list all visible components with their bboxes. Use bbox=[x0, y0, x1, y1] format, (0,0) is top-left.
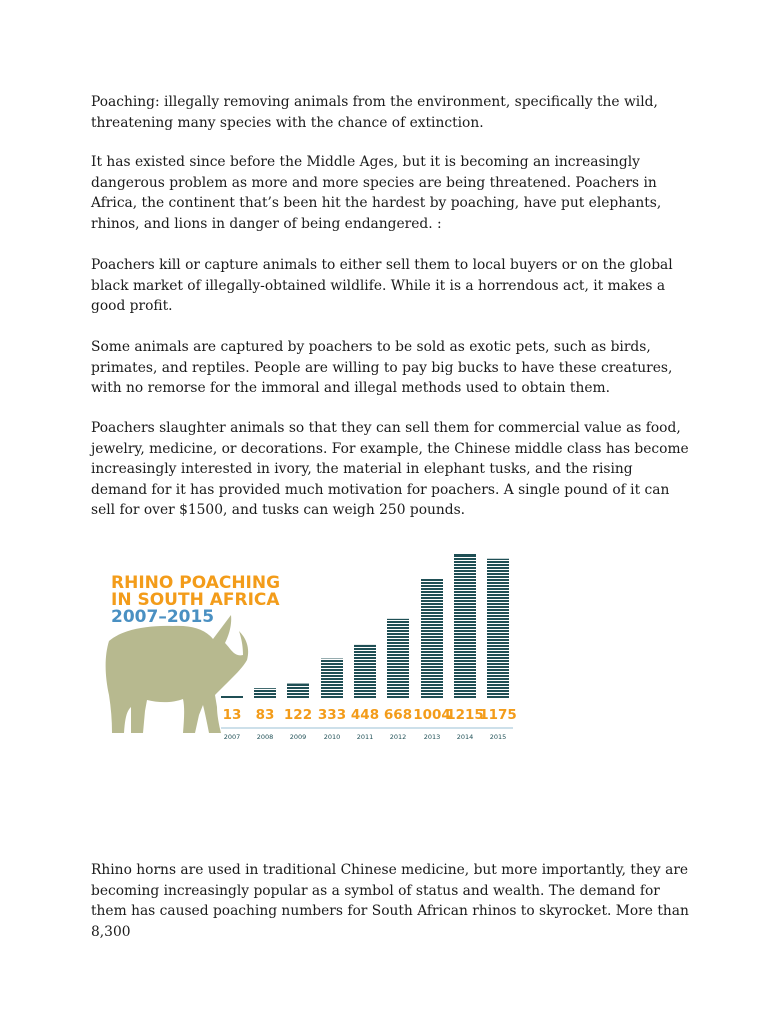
bar-row-gap bbox=[321, 686, 343, 687]
rhino-poaching-chart bbox=[91, 545, 521, 755]
bar-row-gap bbox=[454, 632, 476, 633]
bar-row-gap bbox=[487, 656, 509, 657]
bar-row-gap bbox=[487, 599, 509, 600]
bar-row-gap bbox=[421, 689, 443, 690]
bar-row-gap bbox=[387, 626, 409, 627]
year-label-2009: 2009 bbox=[289, 733, 307, 741]
bar-row-gap bbox=[387, 695, 409, 696]
bar-row-gap bbox=[387, 629, 409, 630]
bar-row-gap bbox=[421, 599, 443, 600]
bar-row-gap bbox=[487, 569, 509, 570]
bar-row-gap bbox=[354, 653, 376, 654]
bar-row-gap bbox=[454, 587, 476, 588]
bar-row-gap bbox=[421, 686, 443, 687]
bar-row-gap bbox=[487, 584, 509, 585]
bar-row-gap bbox=[454, 572, 476, 573]
bar-row-gap bbox=[387, 671, 409, 672]
bar-row-gap bbox=[454, 659, 476, 660]
bar-row-gap bbox=[487, 626, 509, 627]
bar-row-gap bbox=[421, 662, 443, 663]
bar-row-gap bbox=[454, 644, 476, 645]
value-label-2015: 1175 bbox=[479, 707, 517, 723]
bar-row-gap bbox=[421, 653, 443, 654]
bar-row-gap bbox=[421, 656, 443, 657]
bar-row-gap bbox=[487, 632, 509, 633]
bar-row-gap bbox=[387, 620, 409, 621]
bar-row-gap bbox=[321, 683, 343, 684]
bar-row-gap bbox=[354, 647, 376, 648]
bar-row-gap bbox=[487, 689, 509, 690]
bar-row-gap bbox=[321, 659, 343, 660]
bar-row-gap bbox=[454, 671, 476, 672]
bar-row-gap bbox=[454, 563, 476, 564]
bar-row-gap bbox=[454, 638, 476, 639]
bar-row-gap bbox=[487, 611, 509, 612]
bar-row-gap bbox=[421, 674, 443, 675]
bar-row-gap bbox=[487, 593, 509, 594]
value-label-2007: 13 bbox=[222, 707, 242, 723]
bar-row-gap bbox=[487, 659, 509, 660]
bar-row-gap bbox=[321, 674, 343, 675]
bar-row-gap bbox=[487, 623, 509, 624]
bar-row-gap bbox=[354, 671, 376, 672]
paragraph-definition: Poaching: illegally removing animals from the environment, specifically the wild, threatening many species with the chance of extinction. bbox=[91, 94, 658, 131]
bar-row-gap bbox=[454, 677, 476, 678]
bar-row-gap bbox=[421, 596, 443, 597]
bar-row-gap bbox=[487, 605, 509, 606]
bar-row-gap bbox=[421, 692, 443, 693]
bar-row-gap bbox=[487, 572, 509, 573]
bar-row-gap bbox=[454, 611, 476, 612]
bar-row-gap bbox=[354, 692, 376, 693]
bar-row-gap bbox=[421, 584, 443, 585]
bar-row-gap bbox=[487, 587, 509, 588]
bar-row-gap bbox=[354, 659, 376, 660]
bar-row-gap bbox=[387, 638, 409, 639]
bar-row-gap bbox=[421, 683, 443, 684]
bar-row-gap bbox=[421, 605, 443, 606]
bar-row-gap bbox=[487, 638, 509, 639]
bar-row-gap bbox=[454, 569, 476, 570]
bar-row-gap bbox=[487, 641, 509, 642]
bar-row-gap bbox=[487, 647, 509, 648]
bar-row-gap bbox=[487, 578, 509, 579]
bar-row-gap bbox=[487, 695, 509, 696]
bar-row-gap bbox=[321, 665, 343, 666]
bar-row-gap bbox=[321, 668, 343, 669]
bar-row-gap bbox=[487, 620, 509, 621]
bar-row-gap bbox=[487, 581, 509, 582]
bar-row-gap bbox=[321, 662, 343, 663]
figure-title-years: 2007–2015 bbox=[111, 607, 215, 627]
bar-row-gap bbox=[487, 662, 509, 663]
bar-row-gap bbox=[387, 677, 409, 678]
bar-row-gap bbox=[454, 656, 476, 657]
bar-row-gap bbox=[454, 599, 476, 600]
bar-row-gap bbox=[487, 617, 509, 618]
figure-title-line1: RHINO POACHING bbox=[111, 573, 281, 593]
bar-row-gap bbox=[354, 695, 376, 696]
bar-row-gap bbox=[387, 668, 409, 669]
bar-row-gap bbox=[387, 650, 409, 651]
bar-2007 bbox=[221, 696, 243, 698]
paragraph-history: It has existed since before the Middle Ages, but it is becoming an increasingly dangerous problem as more and more species are being threatened. Poachers in Africa, the continent that’s been hit the hardest by poaching, have put elephants, rhinos, and lions in danger of being endangered. : bbox=[91, 154, 662, 232]
bar-row-gap bbox=[354, 686, 376, 687]
bar-row-gap bbox=[487, 671, 509, 672]
bar-row-gap bbox=[487, 680, 509, 681]
bar-row-gap bbox=[421, 590, 443, 591]
bar-row-gap bbox=[254, 695, 276, 696]
value-label-2011: 448 bbox=[350, 707, 380, 723]
bar-row-gap bbox=[354, 656, 376, 657]
bar-row-gap bbox=[387, 635, 409, 636]
bar-row-gap bbox=[421, 608, 443, 609]
paragraph-rhino-horns: Rhino horns are used in traditional Chinese medicine, but more importantly, they are becoming increasingly popular as a symbol of status and wealth. The demand for them has caused poaching numbers for South African rhinos to skyrocket. More than 8,300 bbox=[91, 862, 689, 940]
bar-row-gap bbox=[454, 608, 476, 609]
bar-row-gap bbox=[421, 671, 443, 672]
bar-row-gap bbox=[387, 647, 409, 648]
bar-row-gap bbox=[454, 647, 476, 648]
bar-row-gap bbox=[354, 662, 376, 663]
bar-row-gap bbox=[454, 626, 476, 627]
bar-row-gap bbox=[421, 641, 443, 642]
bar-row-gap bbox=[487, 683, 509, 684]
bar-row-gap bbox=[387, 656, 409, 657]
bar-row-gap bbox=[454, 593, 476, 594]
bar-row-gap bbox=[454, 641, 476, 642]
bar-row-gap bbox=[421, 638, 443, 639]
value-label-2014: 1215 bbox=[446, 707, 484, 723]
bar-row-gap bbox=[387, 662, 409, 663]
bar-row-gap bbox=[487, 677, 509, 678]
bar-row-gap bbox=[454, 689, 476, 690]
bar-row-gap bbox=[454, 692, 476, 693]
bar-row-gap bbox=[321, 677, 343, 678]
paragraph-motive: Poachers kill or capture animals to either sell them to local buyers or on the global black market of illegally-obtained wildlife. While it is a horrendous act, it makes a good profit. bbox=[91, 257, 673, 315]
bar-row-gap bbox=[254, 689, 276, 690]
bar-row-gap bbox=[287, 695, 309, 696]
value-label-2010: 333 bbox=[317, 707, 347, 723]
bar-row-gap bbox=[454, 686, 476, 687]
bar-row-gap bbox=[454, 665, 476, 666]
bar-row-gap bbox=[454, 623, 476, 624]
bar-row-gap bbox=[454, 650, 476, 651]
bar-row-gap bbox=[454, 566, 476, 567]
paragraph-exotic-pets: Some animals are captured by poachers to be sold as exotic pets, such as birds, primates, and reptiles. People are willing to pay big bucks to have these creatures, with no remorse for the immoral and illegal methods used to obtain them. bbox=[91, 339, 673, 397]
bar-row-gap bbox=[421, 623, 443, 624]
paragraph-commercial-value: Poachers slaughter animals so that they can sell them for commercial value as food, jewelry, medicine, or decorations. For example, the Chinese middle class has become increasingly interested in ivory, the material in elephant tusks, and the rising demand for it has provided much motivation for poachers. A single pound of it can sell for over $1500, and tusks can weigh 250 pounds. bbox=[91, 420, 689, 519]
bar-row-gap bbox=[454, 662, 476, 663]
bar-row-gap bbox=[421, 587, 443, 588]
bar-row-gap bbox=[487, 602, 509, 603]
bar-row-gap bbox=[454, 575, 476, 576]
bar-row-gap bbox=[454, 560, 476, 561]
bar-row-gap bbox=[487, 644, 509, 645]
bar-row-gap bbox=[487, 563, 509, 564]
figure-title-line2: IN SOUTH AFRICA bbox=[111, 590, 280, 610]
bar-row-gap bbox=[454, 668, 476, 669]
bar-row-gap bbox=[454, 680, 476, 681]
bar-row-gap bbox=[321, 689, 343, 690]
bar-row-gap bbox=[454, 605, 476, 606]
bar-row-gap bbox=[487, 692, 509, 693]
bar-row-gap bbox=[321, 692, 343, 693]
year-label-2014: 2014 bbox=[456, 733, 474, 741]
year-label-2008: 2008 bbox=[256, 733, 274, 741]
bar-row-gap bbox=[421, 635, 443, 636]
bar-row-gap bbox=[421, 614, 443, 615]
bar-row-gap bbox=[354, 683, 376, 684]
bar-row-gap bbox=[387, 623, 409, 624]
bar-row-gap bbox=[387, 632, 409, 633]
rhino-poaching-infographic bbox=[91, 545, 521, 755]
bar-row-gap bbox=[454, 590, 476, 591]
bar-row-gap bbox=[387, 653, 409, 654]
year-label-2015: 2015 bbox=[489, 733, 507, 741]
bar-row-gap bbox=[421, 581, 443, 582]
value-label-2009: 122 bbox=[283, 707, 313, 723]
bar-row-gap bbox=[487, 614, 509, 615]
bar-row-gap bbox=[487, 653, 509, 654]
bar-row-gap bbox=[354, 677, 376, 678]
bar-row-gap bbox=[387, 641, 409, 642]
bar-row-gap bbox=[487, 596, 509, 597]
bar-row-gap bbox=[421, 650, 443, 651]
bar-row-gap bbox=[454, 584, 476, 585]
bar-row-gap bbox=[387, 659, 409, 660]
bar-row-gap bbox=[387, 644, 409, 645]
bar-row-gap bbox=[321, 695, 343, 696]
bar-row-gap bbox=[421, 617, 443, 618]
bar-row-gap bbox=[454, 695, 476, 696]
bar-row-gap bbox=[287, 689, 309, 690]
bar-row-gap bbox=[454, 557, 476, 558]
bar-row-gap bbox=[421, 629, 443, 630]
bar-row-gap bbox=[487, 674, 509, 675]
value-label-2013: 1004 bbox=[413, 707, 451, 723]
year-label-2010: 2010 bbox=[323, 733, 341, 741]
bar-row-gap bbox=[254, 692, 276, 693]
bar-row-gap bbox=[454, 635, 476, 636]
bar-row-gap bbox=[487, 668, 509, 669]
bar-row-gap bbox=[487, 686, 509, 687]
value-label-2012: 668 bbox=[383, 707, 413, 723]
bar-row-gap bbox=[421, 677, 443, 678]
bar-row-gap bbox=[487, 560, 509, 561]
bar-row-gap bbox=[487, 608, 509, 609]
bar-row-gap bbox=[421, 593, 443, 594]
bar-row-gap bbox=[421, 680, 443, 681]
bar-row-gap bbox=[487, 590, 509, 591]
bar-row-gap bbox=[421, 620, 443, 621]
bar-row-gap bbox=[454, 581, 476, 582]
bar-row-gap bbox=[421, 626, 443, 627]
bar-row-gap bbox=[487, 629, 509, 630]
bar-row-gap bbox=[421, 695, 443, 696]
bar-row-gap bbox=[454, 653, 476, 654]
bar-row-gap bbox=[421, 644, 443, 645]
bar-row-gap bbox=[387, 686, 409, 687]
bar-row-gap bbox=[387, 674, 409, 675]
bar-row-gap bbox=[387, 692, 409, 693]
bar-row-gap bbox=[354, 689, 376, 690]
bar-row-gap bbox=[454, 602, 476, 603]
year-label-2007: 2007 bbox=[223, 733, 241, 741]
bar-row-gap bbox=[487, 566, 509, 567]
bar-row-gap bbox=[454, 617, 476, 618]
year-label-2012: 2012 bbox=[389, 733, 407, 741]
bar-row-gap bbox=[454, 614, 476, 615]
bar-row-gap bbox=[487, 650, 509, 651]
bar-row-gap bbox=[354, 674, 376, 675]
bar-row-gap bbox=[387, 689, 409, 690]
value-label-2008: 83 bbox=[255, 707, 275, 723]
bar-row-gap bbox=[487, 635, 509, 636]
bar-row-gap bbox=[321, 671, 343, 672]
bar-row-gap bbox=[454, 596, 476, 597]
bar-row-gap bbox=[454, 629, 476, 630]
bar-row-gap bbox=[387, 680, 409, 681]
year-label-2013: 2013 bbox=[423, 733, 441, 741]
bar-row-gap bbox=[454, 620, 476, 621]
bar-row-gap bbox=[454, 683, 476, 684]
bar-row-gap bbox=[421, 659, 443, 660]
bar-row-gap bbox=[354, 650, 376, 651]
bar-row-gap bbox=[454, 674, 476, 675]
bar-row-gap bbox=[421, 632, 443, 633]
bar-row-gap bbox=[421, 668, 443, 669]
bar-row-gap bbox=[487, 575, 509, 576]
bar-row-gap bbox=[287, 692, 309, 693]
bar-row-gap bbox=[421, 602, 443, 603]
bar-row-gap bbox=[421, 665, 443, 666]
bar-row-gap bbox=[487, 665, 509, 666]
bar-row-gap bbox=[454, 578, 476, 579]
bar-row-gap bbox=[354, 668, 376, 669]
bar-row-gap bbox=[421, 647, 443, 648]
bar-row-gap bbox=[354, 680, 376, 681]
bar-row-gap bbox=[387, 683, 409, 684]
bar-row-gap bbox=[321, 680, 343, 681]
bar-row-gap bbox=[387, 665, 409, 666]
bar-row-gap bbox=[287, 686, 309, 687]
bar-row-gap bbox=[421, 611, 443, 612]
bar-row-gap bbox=[354, 665, 376, 666]
year-label-2011: 2011 bbox=[356, 733, 374, 741]
